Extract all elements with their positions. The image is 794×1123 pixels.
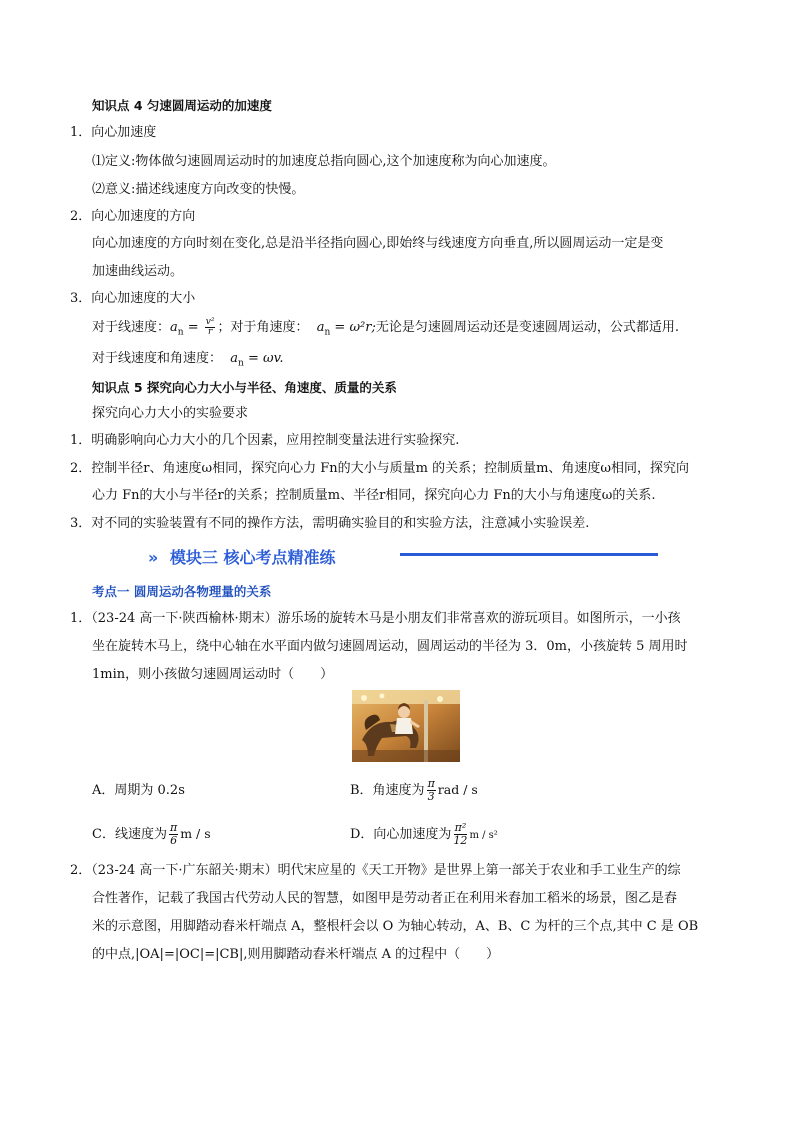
kp5-point2-line2: 心力 Fn的大小与半径r的关系；控制质量m、半径r相同，探究向心力 Fn的大小与角速度ω的关系. (92, 488, 656, 503)
q1-line3: 1min，则小孩做匀速圆周运动时（ ） (92, 667, 334, 682)
kp4-title: 知识点 4 匀速圆周运动的加速度 (92, 98, 272, 113)
kp4-item3: 3．向心加速度的大小 (70, 291, 196, 306)
kp4-item2-line1: 向心加速度的方向时刻在变化,总是沿半径指向圆心,即始终与线速度方向垂直,所以圆周运动一定是变 (92, 236, 664, 251)
q1-line1: 1．（23-24 高一下·陕西榆林·期末）游乐场的旋转木马是小朋友们非常喜欢的游玩项目。如图所示，一小孩 (70, 611, 681, 626)
kp4-item1-definition: ⑴定义:物体做匀速圆周运动时的加速度总指向圆心,这个加速度称为向心加速度。 (92, 154, 556, 169)
formula-line-2 (92, 350, 284, 373)
formula1-prefix: 对于线速度： (92, 320, 171, 335)
option-b-fraction (427, 778, 436, 803)
kp4-item1: 1．向心加速度 (70, 125, 157, 140)
formula1-numerator: v² (205, 317, 215, 327)
formula1-denominator: r (207, 327, 213, 337)
topic1-title: 考点一 圆周运动各物理量的关系 (92, 584, 272, 599)
option-b-numerator: π (427, 777, 435, 790)
module-title: 模块三 核心考点精准练 (169, 548, 336, 567)
option-d-unit: m / s² (469, 830, 498, 841)
formula1-middle: ；对于角速度： (217, 320, 309, 335)
module-divider (400, 553, 658, 556)
formula3-rhs: = ωv. (243, 351, 284, 366)
kp4-item1-meaning: ⑵意义:描述线速度方向改变的快慢。 (92, 182, 305, 197)
option-c-fraction (169, 822, 178, 847)
formula1-equals: = (183, 320, 203, 335)
formula1-suffix: 无论是匀速圆周运动还是变速圆周运动，公式都适用. (375, 320, 680, 335)
module-banner (148, 545, 336, 568)
q1-option-a[interactable]: A．周期为 0.2s (92, 783, 185, 798)
kp5-point3: 3．对不同的实验装置有不同的操作方法，需明确实验目的和实验方法，注意减小实验误差. (70, 516, 590, 531)
carousel-photo-graphic (352, 690, 460, 762)
option-c-denominator: 6 (170, 834, 178, 847)
q2-line3: 米的示意图，用脚踏动舂米杆端点 A，整根杆会以 O 为轴心转动，A、B、C 为杆的三个点,其中 C 是 OB (92, 919, 699, 934)
q2-line2: 合性著作，记载了我国古代劳动人民的智慧，如图甲是劳动者正在利用米舂加工稻米的场景，图乙是舂 (92, 891, 678, 906)
option-b-prefix: B．角速度为 (350, 783, 425, 798)
kp5-point1: 1．明确影响向心力大小的几个因素，应用控制变量法进行实验探究. (70, 433, 460, 448)
formula3-symbol: a (230, 351, 239, 366)
option-d-denominator: 12 (453, 834, 468, 847)
formula2-subscript: n (324, 327, 331, 338)
formula2-symbol: a (316, 320, 325, 335)
q1-option-b[interactable] (350, 778, 478, 803)
kp5-title: 知识点 5 探究向心力大小与半径、角速度、质量的关系 (92, 380, 397, 395)
option-d-numerator: π² (454, 821, 467, 834)
formula3-subscript: n (238, 358, 244, 369)
q1-option-c[interactable] (92, 822, 211, 847)
option-b-unit: rad / s (437, 782, 478, 797)
formula1-symbol: a (170, 320, 178, 335)
q1-option-d[interactable] (350, 822, 498, 847)
option-c-prefix: C．线速度为 (92, 827, 167, 842)
option-c-numerator: π (169, 821, 178, 834)
formula2-rhs: = ω²r; (330, 320, 376, 335)
option-d-fraction (453, 822, 467, 847)
carousel-photo (352, 690, 460, 762)
formula1-fraction (205, 318, 216, 337)
q2-line1: 2．（23-24 高一下·广东韶关·期末）明代宋应星的《天工开物》是世界上第一部关于农业和手工业生产的综 (70, 863, 681, 878)
q2-line4: 的中点,|OA|=|OC|=|CB|,则用脚踏动舂米杆端点 A 的过程中（ ） (92, 947, 500, 962)
option-d-prefix: D．向心加速度为 (350, 827, 452, 842)
kp4-item2-line2: 加速曲线运动。 (92, 264, 184, 279)
formula3-prefix: 对于线速度和角速度： (92, 351, 223, 366)
formula1-subscript: n (177, 327, 184, 338)
kp5-subtitle: 探究向心力大小的实验要求 (92, 406, 249, 421)
kp4-item2: 2．向心加速度的方向 (70, 209, 196, 224)
formula-line-1 (92, 318, 679, 342)
q1-line2: 坐在旋转木马上，绕中心轴在水平面内做匀速圆周运动，圆周运动的半径为 3．0m，小孩旋转 5 周用时 (92, 639, 688, 654)
option-c-unit: m / s (180, 826, 211, 841)
double-chevron-icon: » (148, 548, 159, 567)
kp5-point2-line1: 2．控制半径r、角速度ω相同，探究向心力 Fn的大小与质量m 的关系；控制质量m、角速度ω相同，探究向 (70, 461, 689, 476)
option-b-denominator: 3 (427, 790, 435, 803)
